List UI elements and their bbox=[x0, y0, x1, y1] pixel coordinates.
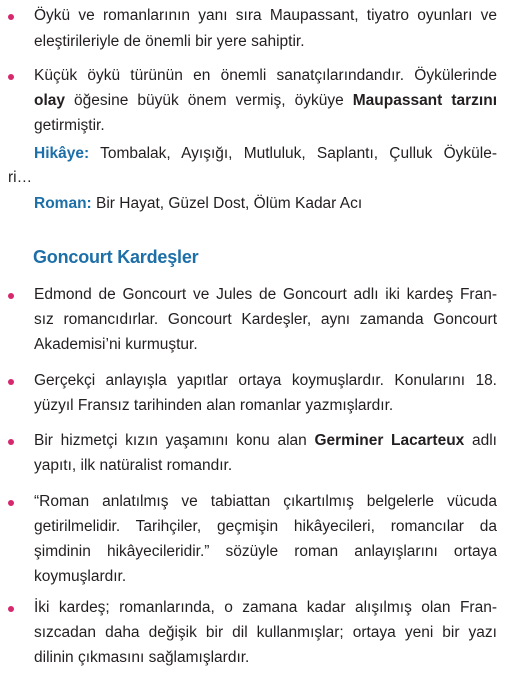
bullet-icon bbox=[8, 74, 14, 80]
text-line: sızcadan daha değişik bir dil kullanmışlar; ortaya yeni bir yazı bbox=[34, 624, 497, 641]
text-span: adlı bbox=[464, 432, 497, 449]
text-span: öğesine büyük önem vermiş, öyküye bbox=[65, 92, 353, 109]
text-line: dilinin çıkmasını sağlamışlardır. bbox=[34, 649, 250, 666]
text-line: getirilmelidir. Tarihçiler, geçmişin hikâyecileri, romancılar da bbox=[34, 518, 497, 535]
bullet-icon bbox=[8, 379, 14, 385]
bullet-icon bbox=[8, 500, 14, 506]
section-heading: Goncourt Kardeşler bbox=[33, 247, 199, 267]
text-line bbox=[34, 431, 497, 451]
text-line: sız romancıdırlar. Goncourt Kardeşler, aynı zamanda Goncourt bbox=[34, 311, 497, 328]
works-line-hikaye bbox=[34, 144, 497, 164]
text-line: şimdinin hikâyecileridir.” sözüyle roman anlayışlarını ortaya bbox=[34, 543, 497, 560]
text-line: koymuşlardır. bbox=[34, 568, 127, 585]
text-line: yüzyıl Fransız tarihinden alan romanlar yazmışlardır. bbox=[34, 397, 394, 414]
text-line: Küçük öykü türünün en önemli sanatçılarındandır. Öykülerinde bbox=[34, 67, 497, 84]
bullet-icon bbox=[8, 14, 14, 20]
bullet-icon bbox=[8, 606, 14, 612]
text-line: Gerçekçi anlayışla yapıtlar ortaya koymuşlardır. Konularını 18. bbox=[34, 372, 497, 389]
text-line: Akademisi’ni kurmuştur. bbox=[34, 336, 198, 353]
text-line: yapıtı, ilk natüralist romandır. bbox=[34, 457, 233, 474]
text-line: eleştirileriyle de önemli bir yere sahiptir. bbox=[34, 33, 305, 50]
text-line: getirmiştir. bbox=[34, 117, 105, 134]
label-roman: Roman: bbox=[34, 195, 92, 212]
text-span: Bir Hayat, Güzel Dost, Ölüm Kadar Acı bbox=[91, 195, 363, 212]
text-line: Edmond de Goncourt ve Jules de Goncourt adlı iki kardeş Fran- bbox=[34, 286, 497, 303]
bold-term: Maupassant tarzını bbox=[352, 92, 497, 109]
text-line: “Roman anlatılmış ve tabiattan çıkartılmış belgelerle vücuda bbox=[34, 493, 497, 510]
text-span: Bir hizmetçi kızın yaşamını konu alan bbox=[34, 432, 315, 449]
label-hikaye: Hikâye: bbox=[34, 145, 90, 162]
text-line: İki kardeş; romanlarında, o zamana kadar alışılmış olan Fran- bbox=[34, 599, 497, 616]
text-line: Öykü ve romanlarının yanı sıra Maupassant, tiyatro oyunları ve bbox=[34, 7, 497, 24]
text-line bbox=[34, 91, 497, 111]
bullet-icon bbox=[8, 439, 14, 445]
bold-term: olay bbox=[34, 92, 66, 109]
bold-term: Germiner Lacarteux bbox=[314, 432, 465, 449]
works-line-roman bbox=[34, 194, 362, 214]
bullet-icon bbox=[8, 293, 14, 299]
text-line: ri… bbox=[8, 169, 33, 186]
text-span: Tombalak, Ayışığı, Mutluluk, Saplantı, Çulluk Öyküle- bbox=[89, 145, 497, 162]
